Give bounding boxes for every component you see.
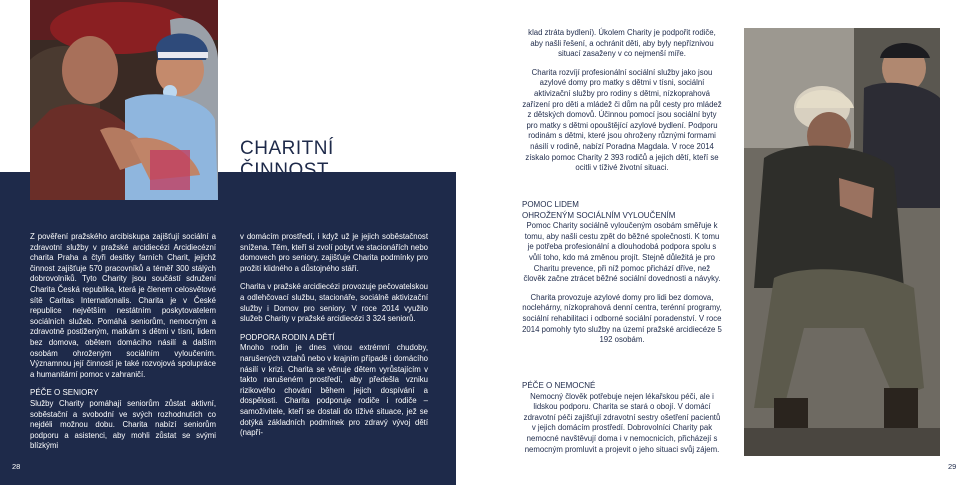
families-services-paragraph: Charita rozvíjí profesionální sociální služby jako jsou azylové domy pro matky s dětmi v tísni, sociální aktivizační služby pro rodiny s dětmi, nízkoprahová zařízení pro děti a mládež či dům na půl cesty pro mládež z dětských domovů. Účinnou pomocí jsou sociální byty pro matky s dětmi opouštějící azylové bydlení. Podporu rodinám s dětmi, které jsou ohroženy různými formami násilí v rodině, nabízí Poradna Magdala. V roce 2014 získalo pomoc Charity 2 393 rodičů a jejich dětí, kteří se ocitli v tíživé životní situaci. (522, 67, 722, 173)
excluded-heading-line2: OHROŽENÝM SOCIÁLNÍM VYLOUČENÍM (522, 210, 676, 220)
families-paragraph: Mnoho rodin je dnes vinou extrémní chudoby, narušených vztahů nebo v krajním případě i domácího násilí v krizi. Charita se věnuje dětem vyrůstajícím v takto narušeném prostředí, aby předešla vzniku rizikového chování během jejich dospívání a dospělosti. Charita podporuje rodiče i rodiče – samoživitele, kteří se dostali do tíživé situace, jež se dotýká základních podmínek pro zdravý vývoj dětí (napří- (240, 343, 428, 438)
sick-heading: PÉČE O NEMOCNÉ (522, 381, 596, 390)
families-paragraph-continued: klad ztráta bydlení). Úkolem Charity je podpořit rodiče, aby našli řešení, a ochránit děti, aby byly nepříznivou situací zasaženy v co nejmenší míře. (528, 28, 716, 59)
page-number-right: 29 (948, 462, 957, 471)
page-title: CHARITNÍ ČINNOST (240, 138, 412, 186)
right-column-bottom (522, 381, 722, 463)
seniors-heading: PÉČE O SENIORY (30, 388, 99, 398)
seniors-paragraph-continued: v domácím prostředí, i když už je jejich soběstačnost snížena. Těm, kteří si zvolí pobyt ve stacionářích nebo domovech pro seniory, zajišťuje Charita podmínky pro prožití klidného a důstojného stáří. (240, 232, 428, 273)
photo-homeless-man (744, 28, 940, 456)
sick-paragraph: Nemocný člověk potřebuje nejen lékařskou péči, ale i lidskou podporu. Charita se stará o obojí. V domácí zdravotní péči zajišťují zdravotní sestry ošetření pacientů v jejich domácím prostředí. Dobrovolníci Charity pak nemocné navštěvují doma i v nemocnicích, přicházejí s nemocným promluvit a projevit o jeho situaci svůj zájem. (523, 391, 721, 454)
photo-mother-with-child (30, 0, 218, 200)
seniors-services-paragraph: Charita v pražské arcidiecézi provozuje pečovatelskou a odlehčovací službu, stacionáře, sociálně aktivizační služby i Domov pro seniory. V roce 2014 využilo služeb Charity v pražské arcidiecézi 3 324 seniorů. (240, 282, 428, 324)
left-column-2 (240, 232, 428, 447)
excluded-heading-line1: POMOC LIDEM (522, 200, 579, 209)
families-heading: PODPORA RODIN A DĚTÍ (240, 332, 335, 342)
right-column-middle (522, 200, 722, 354)
page-number-left: 28 (12, 462, 21, 471)
excluded-paragraph-2: Charita provozuje azylové domy pro lidi bez domova, noclehárny, nízkoprahová denní centra, terénní programy, sociální rehabilitaci i odborné sociální poradenství. V roce 2014 pomohly tyto služby na území pražské arcidiecéze 5 192 osobám. (522, 292, 722, 345)
right-page (480, 0, 960, 485)
left-column-1 (30, 232, 216, 460)
excluded-paragraph-1: Pomoc Charity sociálně vyloučeným osobám směřuje k tomu, aby našli cestu zpět do běžné společnosti. K tomu je potřeba profesionální a dlouhodobá podpora spolu s vůlí toho, kdo má změnou projít. Stejně důležitá je pro Charitu prevence, při níž pomoc přichází dříve, než člověk začne ztrácet běžné sociální dovednosti a návyky. (523, 221, 721, 284)
right-column-top (522, 28, 722, 182)
seniors-paragraph: Služby Charity pomáhají seniorům zůstat aktivní, soběstační a svobodní ve svých rozhodnutích co nejdéli možnou dobu. Charita nabízí seniorům podporu a asistenci, aby mohli zůstat se svými blízkými (30, 398, 216, 451)
intro-paragraph: Z pověření pražského arcibiskupa zajišťují sociální a zdravotní služby v pražské arcidiecézi Arcidiecézní charita Praha a čtyři desítky farních Charit, jejichž činnost zajišťuje 570 pracovníků a téměř 300 stálých dobrovolníků. Tyto Charity jsou součástí sdružení Charita Česká republika, která je členem celosvětové sítě Caritas Internationalis. Charita je v České republice největším nestátním poskytovatelem sociálních služeb. Pomáhá seniorům, nemocným a zdravotně postiženým, matkám s dětmi v tísni, lidem bez domova, obětem domácího násilí a dalším osobám ohroženým sociálním vyloučením. Významnou její činností je také rozvojová spolupráce a humanitární pomoc v zahraničí. (30, 232, 216, 379)
